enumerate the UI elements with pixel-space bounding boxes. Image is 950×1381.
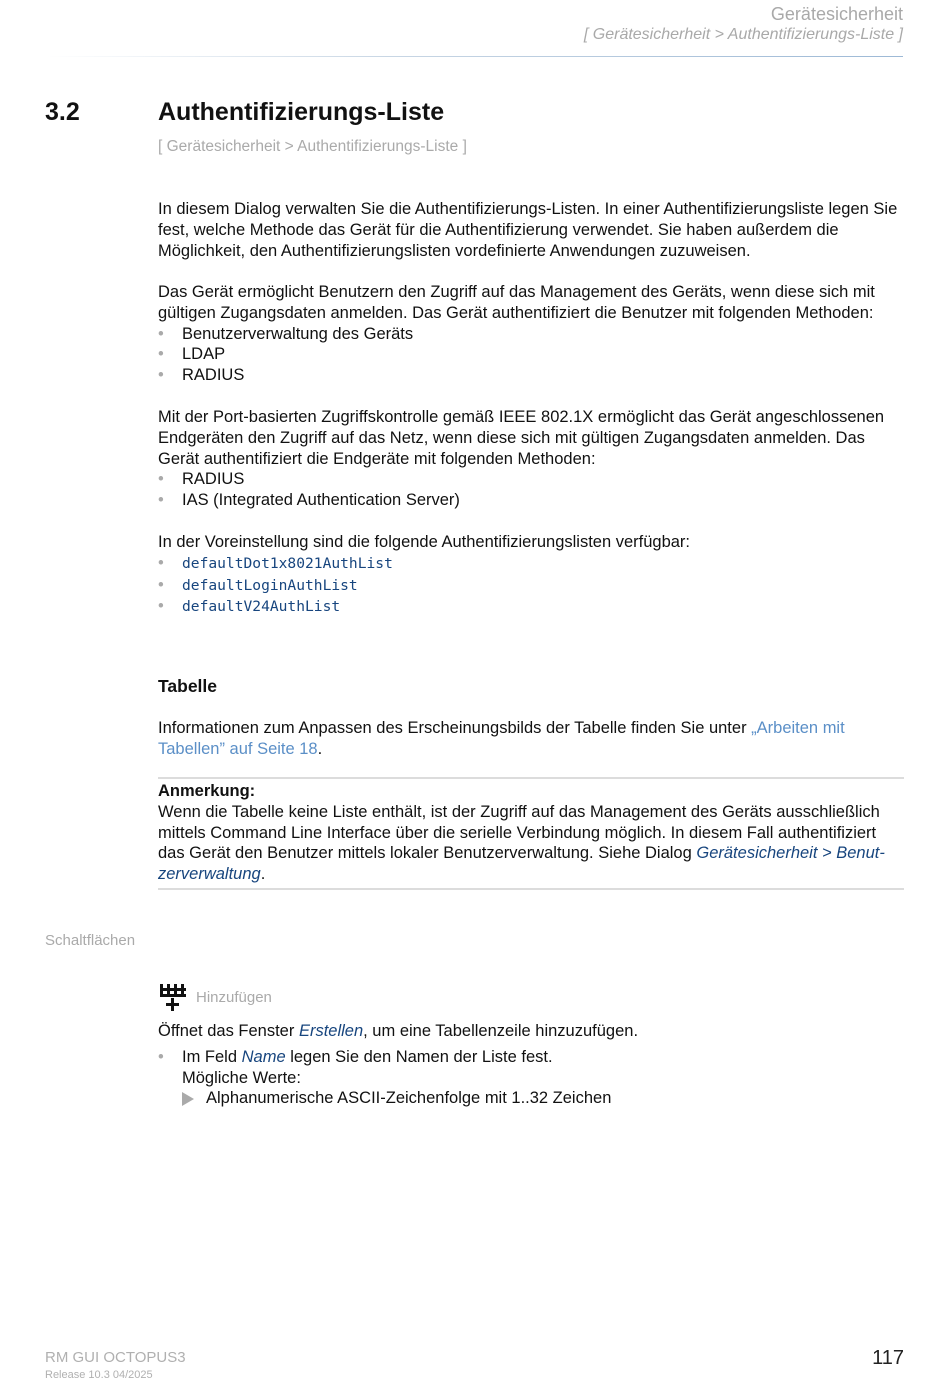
- footer-release: Release 10.3 04/2025: [45, 1369, 153, 1381]
- field-text-end: legen Sie den Namen der Liste fest.: [285, 1047, 553, 1066]
- header-divider: [47, 56, 903, 57]
- intro-paragraph: In diesem Dialog verwalten Sie die Authentifizierungs-Listen. In einer Authentifizierungsliste legen Sie fest, welche Methode das Gerät für die Authentifizierung verwendet. Sie haben außerdem die Möglichkeit, den Authentifizierungslisten vordefinierte Anwendungen zuzuweisen.: [158, 200, 898, 260]
- list-item: [158, 596, 906, 618]
- section-title: Authentifizierungs-Liste: [158, 98, 445, 126]
- name-field-ref: Name: [241, 1047, 286, 1066]
- footer-product: RM GUI OCTOPUS3: [45, 1349, 186, 1366]
- list-item: • RADIUS: [158, 469, 906, 490]
- note-top-divider: [158, 777, 904, 779]
- list-item: [158, 553, 906, 575]
- tabelle-text: Informationen zum Anpassen des Erscheinungsbilds der Tabelle finden Sie unter: [158, 719, 752, 737]
- tabelle-heading: Tabelle: [158, 676, 218, 696]
- note-text-end: .: [260, 865, 266, 884]
- buttons-heading: Schaltflächen: [45, 932, 136, 949]
- header-breadcrumb: [ Gerätesicherheit > Authentifizierungs-Liste ]: [583, 26, 903, 43]
- note-block: [158, 781, 906, 885]
- user-management-dialog-ref[interactable]: Gerätesicherheit > Benutzerverwaltung: [158, 844, 885, 884]
- list-item: • LDAP: [158, 344, 906, 365]
- default-list-name: defaultV24AuthList: [182, 598, 341, 616]
- possible-values-label: Mögliche Werte:: [182, 1068, 301, 1087]
- header-title: Gerätesicherheit: [770, 4, 903, 24]
- add-row-icon: [158, 984, 188, 1012]
- management-methods-list: [158, 324, 906, 386]
- section-number: 3.2: [45, 98, 80, 126]
- add-button-label: Hinzufügen: [196, 989, 272, 1006]
- tabelle-block: [158, 718, 906, 760]
- list-item: • RADIUS: [158, 365, 906, 386]
- field-text: Im Feld: [182, 1047, 242, 1066]
- note-title: Anmerkung:: [158, 782, 256, 800]
- note-paragraph: [158, 802, 906, 885]
- section-breadcrumb: [ Gerätesicherheit > Authentifizierungs-Liste ]: [158, 138, 467, 155]
- management-block: [158, 282, 906, 386]
- list-item: • Benutzerverwaltung des Geräts: [158, 324, 906, 345]
- add-description: [158, 1021, 906, 1042]
- note-bottom-divider: [158, 888, 904, 890]
- tabelle-paragraph: [158, 718, 906, 760]
- port-paragraph: Mit der Port-basierten Zugriffskontrolle gemäß IEEE 802.1X ermöglicht das Gerät angeschlossenen Endgeräten den Zugriff auf das Netz, wenn diese sich mit gültigen Zugangsdaten anmelden. Das Gerät authentifiziert die Endgeräte mit folgenden Methoden:: [158, 408, 885, 468]
- management-paragraph: Das Gerät ermöglicht Benutzern den Zugriff auf das Management des Geräts, wenn diese sich mit gültigen Zugangsdaten anmelden. Das Gerät authentifiziert die Benutzer mit folgenden Methoden:: [158, 283, 875, 322]
- arrow-right-icon: [182, 1092, 194, 1106]
- possible-value-item: [182, 1088, 906, 1109]
- port-block: [158, 407, 906, 511]
- create-window-ref: Erstellen: [298, 1022, 364, 1040]
- note-text: Wenn die Tabelle keine Liste enthält, ist der Zugriff auf das Management des Geräts ausschließlich mittels Command Line Interface über die serielle Verbindung möglich. In diesem Fall authentifiziert das Gerät den Benutzer mittels lokaler Benutzerverwaltung. Siehe Dialog: [158, 802, 880, 863]
- possible-value-text: Alphanumerische ASCII-Zeichenfolge mit 1..32 Zeichen: [206, 1089, 612, 1108]
- page-number: 117: [872, 1347, 904, 1369]
- intro-block: [158, 199, 906, 261]
- add-desc-text-end: , um eine Tabellenzeile hinzuzufügen.: [363, 1022, 639, 1040]
- add-field-list: [158, 1047, 906, 1109]
- add-desc-text: Öffnet das Fenster: [158, 1022, 299, 1040]
- port-methods-list: [158, 469, 906, 511]
- defaults-block: [158, 532, 906, 618]
- list-item: • IAS (Integrated Authentication Server): [158, 490, 906, 511]
- add-description-block: [158, 1021, 906, 1109]
- list-item: [158, 1047, 906, 1109]
- tables-page-link[interactable]: „Arbeiten mit Tabellen” auf Seite 18: [158, 719, 845, 758]
- tabelle-text-end: .: [317, 739, 323, 758]
- defaults-list: [158, 553, 906, 618]
- defaults-paragraph: In der Voreinstellung sind die folgende Authentifizierungslisten verfügbar:: [158, 533, 691, 551]
- default-list-name: defaultDot1x8021AuthList: [182, 554, 393, 572]
- default-list-name: defaultLoginAuthList: [182, 576, 358, 594]
- list-item: [158, 575, 906, 597]
